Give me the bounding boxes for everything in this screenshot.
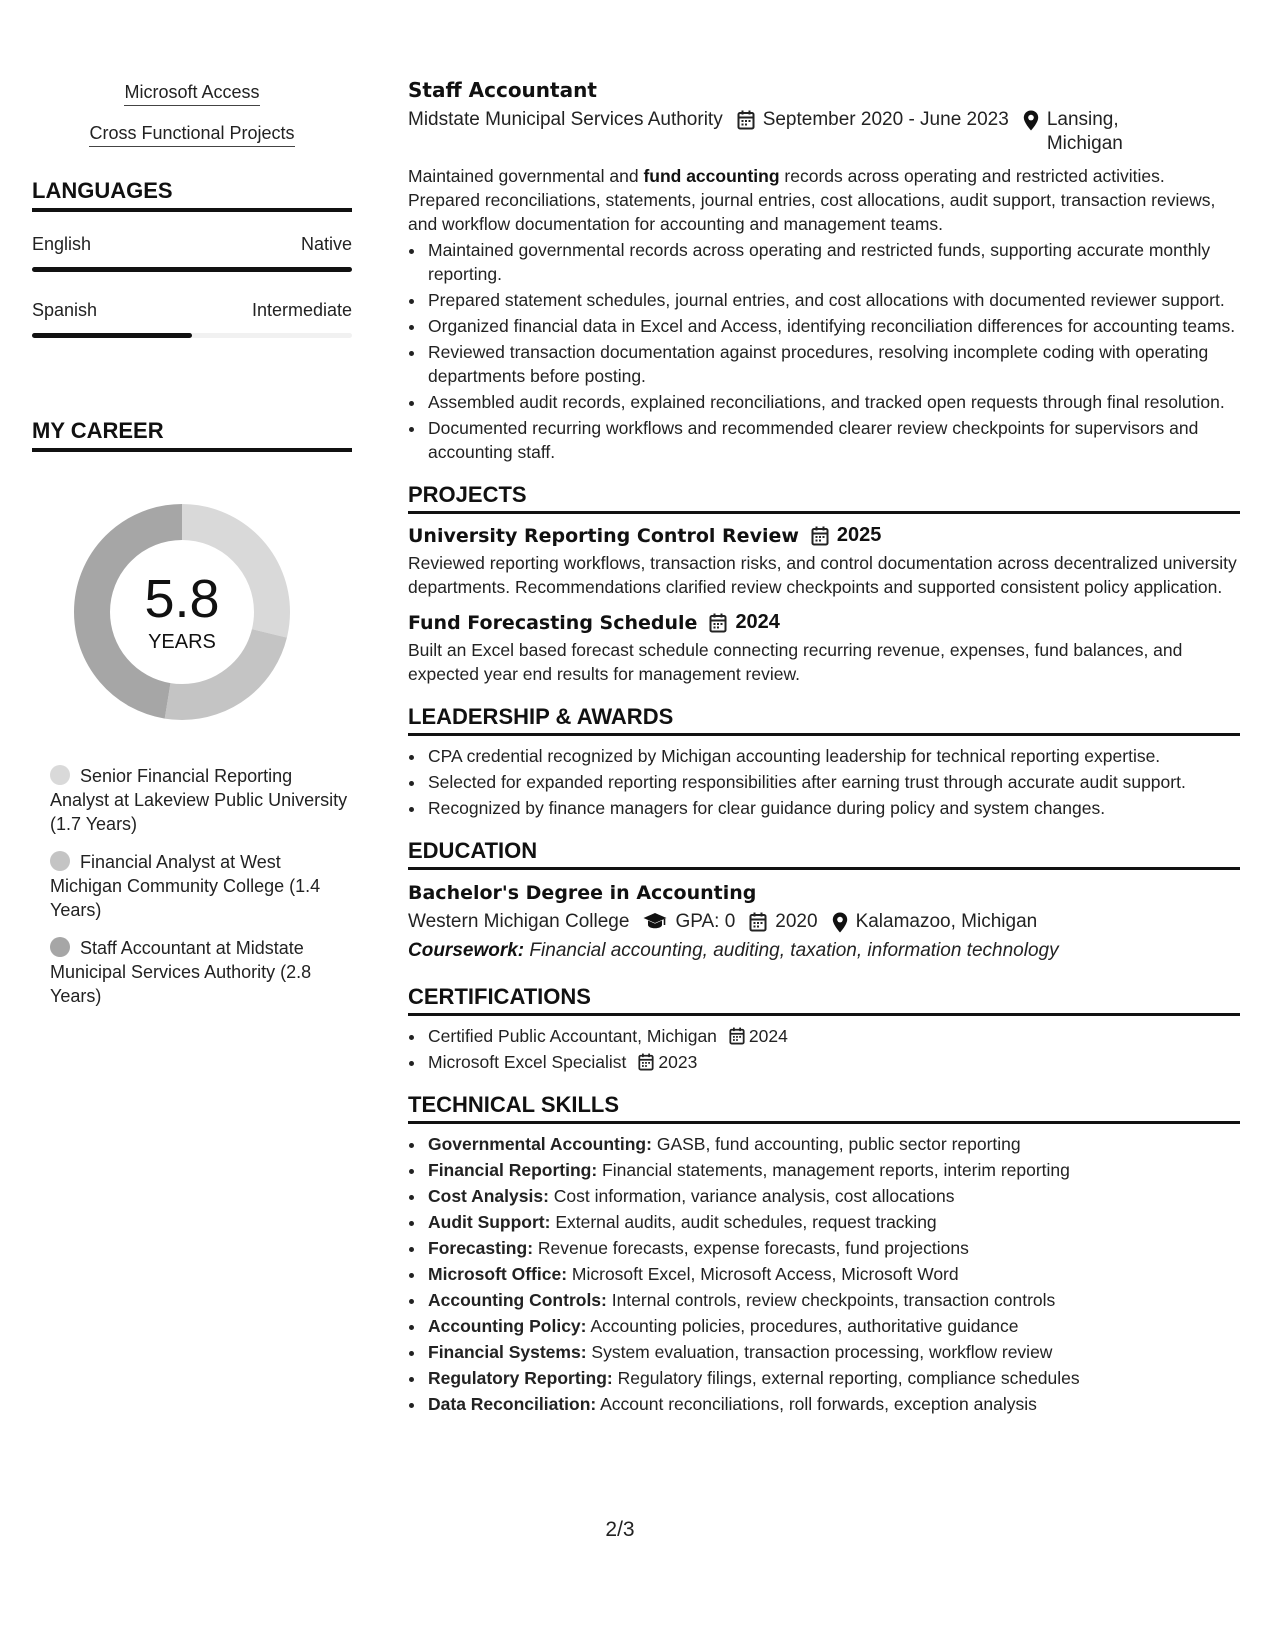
education-entry bbox=[408, 882, 1240, 962]
list-item: • Financial Systems: System evaluation, transaction processing, workflow review bbox=[426, 1340, 1240, 1364]
language-proficiency-fill bbox=[32, 267, 352, 272]
career-legend bbox=[32, 764, 352, 1008]
list-item: • CPA credential recognized by Michigan accounting leadership for technical reporting expertise. bbox=[426, 744, 1240, 768]
graduation-cap-icon bbox=[643, 912, 667, 930]
language-level: Intermediate bbox=[251, 300, 352, 320]
career-heading: MY CAREER bbox=[32, 418, 352, 452]
list-item bbox=[426, 1050, 1240, 1074]
project-title: Fund Forecasting Schedule bbox=[408, 611, 698, 634]
language-proficiency-bar bbox=[32, 333, 352, 338]
certifications-list bbox=[408, 1024, 1240, 1074]
list-item: • Cost Analysis: Cost information, variance analysis, cost allocations bbox=[426, 1184, 1240, 1208]
technical-skills-list bbox=[408, 1132, 1240, 1416]
career-total-unit: YEARS bbox=[148, 630, 216, 653]
language-name: English bbox=[32, 234, 92, 254]
calendar-icon bbox=[709, 613, 727, 633]
list-item: • Recognized by finance managers for clear guidance during policy and system changes. bbox=[426, 796, 1240, 820]
education-year: 2020 bbox=[749, 910, 817, 934]
experience-entry bbox=[408, 78, 1240, 464]
job-location: Lansing, Michigan bbox=[1023, 108, 1123, 156]
degree-title: Bachelor's Degree in Accounting bbox=[408, 882, 757, 904]
calendar-icon bbox=[749, 912, 767, 932]
language-proficiency-fill bbox=[32, 333, 192, 338]
list-item: • Audit Support: External audits, audit schedules, request tracking bbox=[426, 1210, 1240, 1234]
calendar-icon bbox=[737, 110, 755, 130]
list-item: • Reviewed transaction documentation against procedures, resolving incomplete coding with operating departments before posting. bbox=[426, 340, 1240, 388]
language-item bbox=[32, 300, 352, 338]
list-item: • Data Reconciliation: Account reconciliations, roll forwards, exception analysis bbox=[426, 1392, 1240, 1416]
job-meta bbox=[408, 108, 1240, 156]
job-company: Midstate Municipal Services Authority bbox=[408, 109, 723, 130]
sidebar bbox=[32, 82, 352, 1022]
list-item bbox=[426, 1024, 1240, 1048]
education-meta bbox=[408, 910, 1240, 934]
list-item: • Documented recurring workflows and recommended clearer review checkpoints for supervisors and accounting staff. bbox=[426, 416, 1240, 464]
skill-link[interactable]: Microsoft Access bbox=[32, 82, 352, 103]
list-item: • Assembled audit records, explained reconciliations, and tracked open requests through final resolution. bbox=[426, 390, 1240, 414]
project-entry bbox=[408, 524, 1240, 599]
list-item: • Prepared statement schedules, journal entries, and cost allocations with documented reviewer support. bbox=[426, 288, 1240, 312]
languages-heading: LANGUAGES bbox=[32, 178, 352, 212]
project-description: Built an Excel based forecast schedule connecting recurring revenue, expenses, fund balances, and expected year end results for management review. bbox=[408, 640, 1183, 684]
list-item: • Selected for expanded reporting responsibilities after earning trust through accurate audit support. bbox=[426, 770, 1240, 794]
education-gpa: GPA: 0 bbox=[643, 910, 735, 934]
list-item: • Accounting Controls: Internal controls, review checkpoints, transaction controls bbox=[426, 1288, 1240, 1312]
list-item: • Microsoft Office: Microsoft Excel, Microsoft Access, Microsoft Word bbox=[426, 1262, 1240, 1286]
leadership-heading: LEADERSHIP & AWARDS bbox=[408, 704, 1240, 736]
career-legend-item: Financial Analyst at West Michigan Community College (1.4 Years) bbox=[50, 852, 321, 920]
language-item bbox=[32, 234, 352, 272]
list-item: • Regulatory Reporting: Regulatory filings, external reporting, compliance schedules bbox=[426, 1366, 1240, 1390]
project-entry bbox=[408, 611, 1240, 686]
list-item: • Maintained governmental records across operating and restricted funds, supporting accurate monthly reporting. bbox=[426, 238, 1240, 286]
list-item: • Financial Reporting: Financial statements, management reports, interim reporting bbox=[426, 1158, 1240, 1182]
page-number: 2/3 bbox=[605, 1518, 635, 1541]
certification-name: • Certified Public Accountant, Michigan bbox=[428, 1026, 717, 1046]
main-content bbox=[408, 78, 1240, 1418]
legend-dot-icon bbox=[50, 851, 70, 871]
location-pin-icon bbox=[1023, 110, 1039, 131]
education-heading: EDUCATION bbox=[408, 838, 1240, 870]
legend-dot-icon bbox=[50, 765, 70, 785]
career-donut-chart bbox=[66, 496, 298, 728]
certification-year: 2024 bbox=[748, 1026, 788, 1046]
language-level: Native bbox=[300, 234, 352, 254]
project-description: Reviewed reporting workflows, transaction risks, and control documentation across decentralized university departments. Recommendations clarified review checkpoints and supported consistent policy application. bbox=[408, 553, 1237, 597]
calendar-icon bbox=[811, 526, 829, 546]
job-bullets bbox=[408, 238, 1240, 464]
certifications-heading: CERTIFICATIONS bbox=[408, 984, 1240, 1016]
career-legend-item: Senior Financial Reporting Analyst at Lakeview Public University (1.7 Years) bbox=[50, 766, 348, 834]
certification-year: 2023 bbox=[658, 1052, 698, 1072]
list-item: • Accounting Policy: Accounting policies, procedures, authoritative guidance bbox=[426, 1314, 1240, 1338]
calendar-icon bbox=[729, 1027, 745, 1045]
calendar-icon bbox=[638, 1053, 654, 1071]
career-total-years: 5.8 bbox=[144, 568, 220, 629]
language-name: Spanish bbox=[32, 300, 98, 320]
job-title: Staff Accountant bbox=[408, 78, 597, 102]
location-pin-icon bbox=[832, 912, 848, 933]
certification-name: • Microsoft Excel Specialist bbox=[428, 1052, 627, 1072]
projects-heading: PROJECTS bbox=[408, 482, 1240, 514]
skill-link[interactable]: Cross Functional Projects bbox=[32, 123, 352, 144]
list-item: • Forecasting: Revenue forecasts, expense forecasts, fund projections bbox=[426, 1236, 1240, 1260]
career-legend-item: Staff Accountant at Midstate Municipal Services Authority (2.8 Years) bbox=[50, 938, 312, 1006]
education-location: Kalamazoo, Michigan bbox=[832, 910, 1038, 934]
school-name: Western Michigan College bbox=[408, 911, 630, 932]
legend-dot-icon bbox=[50, 937, 70, 957]
leadership-list bbox=[408, 744, 1240, 820]
list-item: • Governmental Accounting: GASB, fund accounting, public sector reporting bbox=[426, 1132, 1240, 1156]
coursework: Coursework: Financial accounting, auditing, taxation, information technology bbox=[408, 940, 1059, 961]
project-year: 2025 bbox=[836, 524, 882, 546]
technical-skills-heading: TECHNICAL SKILLS bbox=[408, 1092, 1240, 1124]
list-item: • Organized financial data in Excel and Access, identifying reconciliation differences for accounting teams. bbox=[426, 314, 1240, 338]
project-title: University Reporting Control Review bbox=[408, 524, 799, 547]
language-proficiency-bar bbox=[32, 267, 352, 272]
project-year: 2024 bbox=[735, 611, 780, 633]
job-summary: Maintained governmental and fund accounting records across operating and restricted activities. Prepared reconciliations, statements, journal entries, cost allocations, audit support, transaction reviews, and workflow documentation for accounting and management teams. bbox=[408, 166, 1216, 234]
job-dates: September 2020 - June 2023 bbox=[737, 108, 1009, 132]
